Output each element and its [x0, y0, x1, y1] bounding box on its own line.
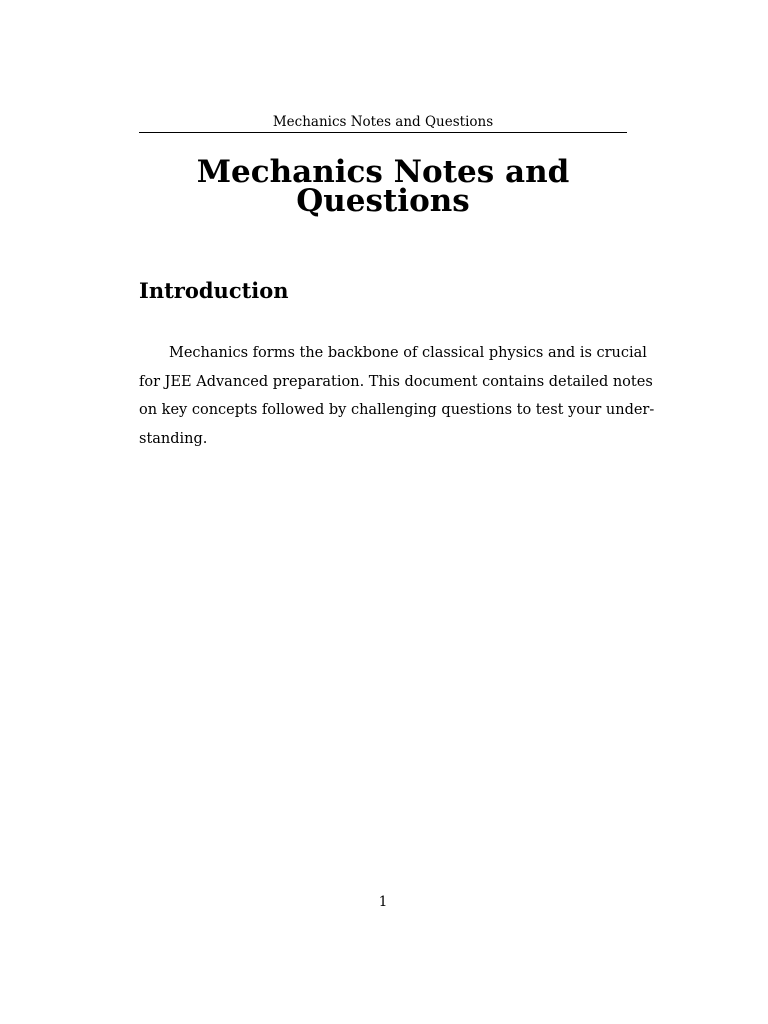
section-heading-introduction: Introduction: [139, 278, 289, 303]
page-title: [139, 154, 627, 219]
page-number: 1: [378, 894, 388, 910]
paragraph-line: Mechanics forms the backbone of classical physics and is crucial: [169, 345, 647, 361]
paragraph-line: standing.: [139, 430, 208, 447]
title-line-1: Mechanics Notes and: [196, 154, 570, 190]
introduction-paragraph: [139, 339, 655, 453]
title-line-2: Questions: [296, 183, 470, 219]
running-header: Mechanics Notes and Questions: [272, 114, 494, 130]
paragraph-line: for JEE Advanced preparation. This document contains detailed notes: [139, 373, 653, 390]
header-rule: [139, 132, 627, 133]
paragraph-line: on key concepts followed by challenging questions to test your under-: [139, 402, 655, 418]
